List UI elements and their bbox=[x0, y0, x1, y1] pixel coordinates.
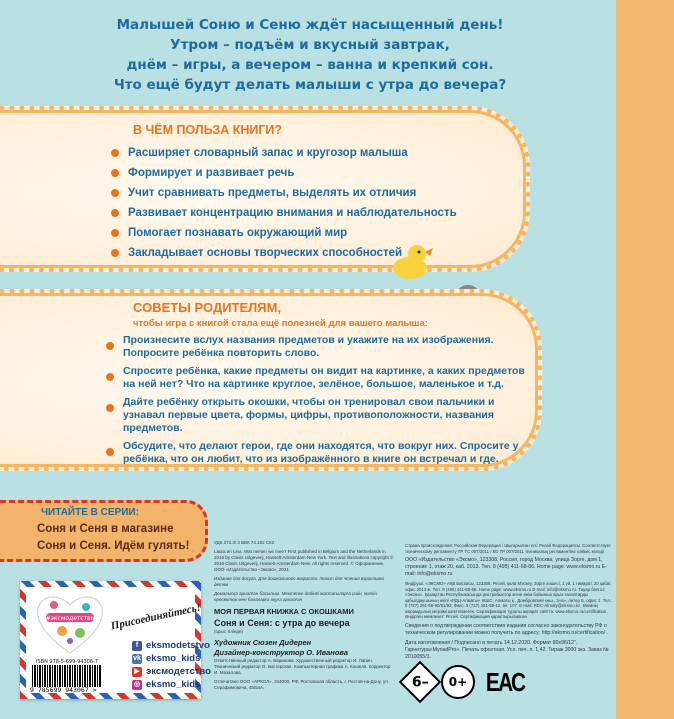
social-vk[interactable] bbox=[132, 653, 200, 664]
print-data: Дата изготовления / Подписано в печать 14.12.2020. Формат 80x96/12". Гарнитура«MyriadPro». Печать офсетная. Усл. печ. л. 1,42. Тираж 3000 экз. Заказ № 2010055/1. bbox=[405, 639, 609, 660]
age-6-text: 6– bbox=[411, 674, 429, 690]
list-item: Формирует и развивает речь bbox=[108, 163, 457, 183]
editors: Ответственный редактор А. Баринова. Художественный редактор И. Лапин. Технический редактор О. Кистерская. Компьютерная графика А. Кошеля. Корректор И. Мазалова. bbox=[214, 658, 391, 675]
social-envelope bbox=[20, 581, 211, 699]
list-item: Помогает познавать окружающий мир bbox=[108, 223, 457, 243]
social-label: eksmo_kids bbox=[146, 653, 201, 664]
leisure-note: Издание для досуга. Для дошкольного возраста, текст для чтения взрослыми детям bbox=[214, 576, 384, 587]
barcode bbox=[32, 665, 102, 687]
eac-mark: ЕАС bbox=[485, 666, 525, 697]
heart-logo bbox=[34, 591, 106, 655]
duck-illustration bbox=[390, 242, 434, 280]
series-book: Соня и Сеня в магазине bbox=[37, 523, 174, 535]
series-book: Соня и Сеня. Идём гулять! bbox=[37, 540, 190, 552]
vk-icon: vk bbox=[133, 654, 141, 662]
isbn: ISBN 978-5-699-94306-7 bbox=[36, 659, 98, 665]
legal-info bbox=[405, 543, 615, 664]
intro-text bbox=[100, 15, 520, 95]
intro-line: Малышей Соню и Сеню ждёт насыщенный день! bbox=[116, 17, 504, 33]
join-text: Присоединяйтесь! bbox=[109, 601, 202, 633]
tips-list bbox=[103, 334, 539, 471]
conformity: Сведения о подтверждении соответствия издания согласно законодательству РФ о техническом регулировании можно получить по адресу: http://eksmo.ru/certification/ . bbox=[405, 622, 608, 636]
intro-line: Утром – подъём и вкусный завтрак, bbox=[170, 37, 450, 53]
spine-strip bbox=[616, 0, 674, 719]
facebook-icon: f bbox=[132, 641, 142, 651]
benefits-panel bbox=[0, 106, 530, 272]
intro-line: днём – игры, а вечером – ванна и крепкий сон. bbox=[126, 57, 494, 73]
kz-info: Өндіруші: «ЭКСМО» АҚБ Баспасы, 123308, Ресей, қала Мәскеу, Зорге көшесі, 1 үй, 1 ғимарат, 20 қабат, офис 2013 ж. Тел. 8 (495) 411-68-86. Home page: www.eksmo.ru E-mail: info@eksmo.ru. Тауар белгісі: «Эксмо». Қазақстан Республикасында дистрибьютор және өнім бойынша арыз-талаптарды қабылдаушының өкілі «РДЦ-Алматы» ЖШС, Алматы қ., Домбровский көш., 3«а», литер Б, офис 1. Тел.: 8 (727) 251-59-90/91/92; Факс: 8 (727) 251-59-12, вн. 107. E-mail: RDC-Almaty@eksmo.kz. Өнімнің жарамдылық мерзімі шектелмеген. Сертификация туралы ақпарат сайтта: www.eksmo.ru/certification. Өндірген мемлекет: Ресей. Сертификация қарастырылмаған bbox=[405, 581, 613, 619]
list-item: Развивает концентрацию внимания и наблюдательность bbox=[108, 203, 457, 223]
copyright: Laura en Lina. Wat nemen we mee? First published in Belgium and the Netherlands in 2016 by Clavis Uitgeverij, Hasselt-Amsterdam-New York. Text and illustrations copyright © 2016 Clavis Uitgeverij, Hasselt-Amsterdam-New. All rights reserved. © Оформление. ООО «Издательство «Эксмо», 2021 bbox=[214, 549, 394, 572]
udk: УДК 372.3/.4 ББК 74.102 С62 bbox=[214, 540, 275, 545]
tips-panel bbox=[0, 289, 542, 471]
list-item: Спросите ребёнка, какие предметы он видит на картинке, а каких предметов на ней нет? Что на картинке круглое, зелёное, большое, маленькое и т.д. bbox=[103, 365, 539, 391]
tips-subtitle: чтобы игра с книгой стала ещё полезней для вашего малыша: bbox=[133, 318, 428, 329]
lang-note: (орыс тілінде) bbox=[214, 629, 244, 634]
series-panel bbox=[0, 500, 208, 562]
age-badges bbox=[405, 665, 529, 699]
social-instagram[interactable] bbox=[132, 679, 200, 690]
instagram-icon: ◎ bbox=[133, 680, 141, 688]
youtube-icon: ▶ bbox=[132, 667, 142, 677]
social-youtube[interactable] bbox=[132, 666, 211, 677]
artist: Художник Сюзен Дидерен bbox=[214, 638, 312, 647]
designer: Дизайнер-конструктор О. Иванова bbox=[214, 648, 348, 657]
social-label: eksmo_kids bbox=[146, 679, 201, 690]
list-item: Учит сравнивать предметы, выделять их отличия bbox=[108, 183, 457, 203]
social-label: эксмодетство bbox=[146, 666, 211, 677]
series-name: МОЯ ПЕРВАЯ КНИЖКА С ОКОШКАМИ bbox=[214, 607, 354, 616]
tips-title: СОВЕТЫ РОДИТЕЛЯМ, bbox=[133, 300, 282, 315]
kz-note: Демалысқа арналған басылым. Мектепке дейінгі жастағыларға үшін, мәтін ересектер мен балаларға оқуға арналған bbox=[214, 591, 377, 602]
series-title: ЧИТАЙТЕ В СЕРИИ: bbox=[41, 507, 139, 518]
printed-by: Отпечатано ООО «АРКОЛ», 344000, РФ, Ростовская область, г. Ростов-на-Дону, ул. Серафимовича, 45/54А. bbox=[214, 679, 390, 690]
benefits-title: В ЧЁМ ПОЛЬЗА КНИГИ? bbox=[133, 123, 283, 137]
book-title: Соня и Сеня: с утра до вечера bbox=[214, 618, 350, 628]
age-6-badge bbox=[399, 661, 441, 703]
age-0-badge: 0+ bbox=[441, 665, 475, 699]
list-item: Расширяет словарный запас и кругозор малыша bbox=[108, 143, 457, 163]
list-item: Обсудите, что делают герои, где они находятся, что вокруг них. Спросите у ребёнка, что он любит, что из изображённого в книге он встречал и где. bbox=[103, 440, 539, 466]
hashtag-text: #эксмодетство bbox=[45, 615, 95, 622]
imprint bbox=[214, 540, 394, 694]
publisher: ООО «Издательство «Эксмо», 123308, Россия, город Москва, улица Зорге, дом 1, строение 1, этаж 20, каб. 2013. Тел. 8 (495) 411-68-86. Home page: www.eksmo.ru E-mail: info@eksmo.ru bbox=[405, 557, 607, 577]
list-item: Дайте ребёнку открыть окошки, чтобы он тренировал свои пальчики и узнавал первые цвета, формы, цифры, противоположности, названия предметов. bbox=[103, 396, 539, 435]
list-item: Произнесите вслух названия предметов и укажите на их изображения. Попросите ребёнка повторить слово. bbox=[103, 334, 539, 360]
intro-line: Что ещё будут делать малыши с утра до вечера? bbox=[113, 77, 507, 93]
list-item: Закладывает основы творческих способностей bbox=[108, 243, 457, 263]
social-facebook[interactable] bbox=[132, 640, 210, 651]
barcode-number: 9 785699 943067 > bbox=[30, 686, 97, 694]
social-label: eksmodetstvo bbox=[146, 640, 210, 651]
origin: Страна происхождения: Российская Федерация / Шығарылған елі: Ресей Федерациясы. Соответствует техническому регламенту ТР ТС 007/2011 / КО ТР 007/2011 техникалық регламентіне сәйкес келеді bbox=[405, 543, 611, 554]
